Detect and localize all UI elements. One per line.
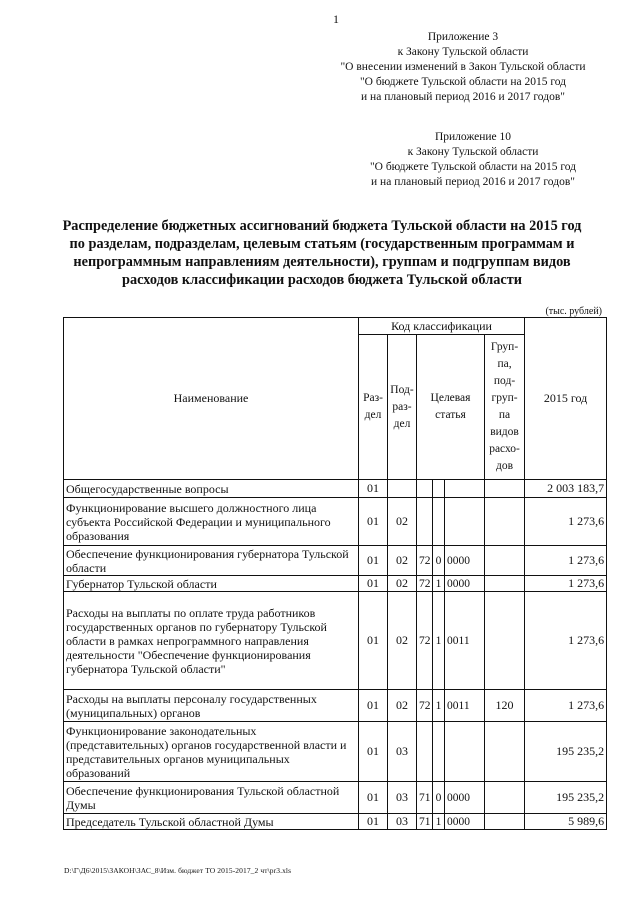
annex-line: "О бюджете Тульской области на 2015 год	[359, 76, 567, 88]
row-name: Губернатор Тульской области	[64, 576, 359, 592]
row-section-code: 01	[359, 814, 388, 830]
row-name: Функционирование высшего должностного лица субъекта Российской Федерации и муниципального образования	[64, 498, 359, 546]
row-subsection-code: 02	[388, 498, 417, 546]
row-name: Председатель Тульской областной Думы	[64, 814, 359, 830]
annex-line: и на плановый период 2016 и 2017 годов"	[361, 91, 565, 103]
row-section-code: 01	[359, 480, 388, 498]
annex-3-header	[338, 30, 588, 105]
row-section-code: 01	[359, 546, 388, 576]
row-target-subprogram	[433, 480, 445, 498]
row-name: Общегосударственные вопросы	[64, 480, 359, 498]
header-year: 2015 год	[525, 318, 607, 480]
title-line: по разделам, подразделам, целевым статьям (государственным программам и	[69, 236, 575, 252]
row-target-direction	[445, 722, 485, 782]
title-line: расходов классификации расходов бюджета Тульской области	[122, 272, 522, 288]
table-row	[64, 592, 607, 690]
table-row	[64, 690, 607, 722]
row-target-program	[417, 498, 433, 546]
header-subsection: Под- раз- дел	[388, 335, 417, 480]
row-amount: 1 273,6	[525, 576, 607, 592]
row-target-direction: 0000	[445, 814, 485, 830]
row-target-subprogram: 1	[433, 690, 445, 722]
title-line: Распределение бюджетных ассигнований бюджета Тульской области на 2015 год	[62, 218, 582, 234]
row-target-direction: 0000	[445, 782, 485, 814]
row-target-subprogram: 0	[433, 782, 445, 814]
row-section-code: 01	[359, 498, 388, 546]
table-row	[64, 498, 607, 546]
row-name: Обеспечение функционирования губернатора Тульской области	[64, 546, 359, 576]
page-number: 1	[333, 12, 339, 26]
row-target-subprogram	[433, 498, 445, 546]
row-section-code: 01	[359, 722, 388, 782]
row-expense-group: 120	[485, 690, 525, 722]
table-row	[64, 782, 607, 814]
row-target-direction	[445, 498, 485, 546]
row-subsection-code: 03	[388, 722, 417, 782]
row-amount: 1 273,6	[525, 690, 607, 722]
table-row	[64, 814, 607, 830]
row-expense-group	[485, 546, 525, 576]
annex-line: "О внесении изменений в Закон Тульской области	[340, 61, 586, 73]
annex-line: Приложение 3	[427, 31, 499, 43]
row-target-subprogram: 1	[433, 814, 445, 830]
annex-line: к Закону Тульской области	[397, 46, 529, 58]
row-expense-group	[485, 782, 525, 814]
row-subsection-code	[388, 480, 417, 498]
row-expense-group	[485, 480, 525, 498]
row-amount: 1 273,6	[525, 498, 607, 546]
annex-line: Приложение 10	[434, 131, 512, 143]
row-amount: 1 273,6	[525, 592, 607, 690]
row-section-code: 01	[359, 592, 388, 690]
annex-line: "О бюджете Тульской области на 2015 год	[369, 161, 577, 173]
row-section-code: 01	[359, 782, 388, 814]
row-target-subprogram: 0	[433, 546, 445, 576]
row-amount: 5 989,6	[525, 814, 607, 830]
row-target-subprogram: 1	[433, 592, 445, 690]
title-line: непрограммным направлениям деятельности), группам и подгруппам видов	[73, 254, 571, 270]
annex-line: и на плановый период 2016 и 2017 годов"	[371, 176, 575, 188]
file-path-footer: D:\Г\Д6\2015\ЗАКОН\ЗАС_8\Изм. бюджет ТО 2015-2017_2 чт\pr3.xls	[64, 866, 292, 875]
row-expense-group	[485, 722, 525, 782]
row-target-direction: 0011	[445, 690, 485, 722]
row-subsection-code: 02	[388, 690, 417, 722]
table-row	[64, 480, 607, 498]
row-target-program: 71	[417, 814, 433, 830]
row-name: Обеспечение функционирования Тульской областной Думы	[64, 782, 359, 814]
row-subsection-code: 02	[388, 592, 417, 690]
row-expense-group	[485, 592, 525, 690]
row-amount: 195 235,2	[525, 782, 607, 814]
annex-line: к Закону Тульской области	[407, 146, 539, 158]
row-target-program	[417, 722, 433, 782]
annex-10-header	[358, 130, 588, 190]
row-name: Расходы на выплаты персоналу государственных (муниципальных) органов	[64, 690, 359, 722]
row-target-direction: 0000	[445, 576, 485, 592]
row-expense-group	[485, 498, 525, 546]
row-subsection-code: 02	[388, 576, 417, 592]
row-target-direction	[445, 480, 485, 498]
table-row	[64, 546, 607, 576]
row-target-program: 72	[417, 592, 433, 690]
row-section-code: 01	[359, 576, 388, 592]
row-target-direction: 0000	[445, 546, 485, 576]
row-amount: 195 235,2	[525, 722, 607, 782]
row-subsection-code: 03	[388, 814, 417, 830]
document-title	[62, 217, 582, 289]
row-target-program: 72	[417, 576, 433, 592]
header-name: Наименование	[64, 318, 359, 480]
row-target-subprogram: 1	[433, 576, 445, 592]
row-target-program: 72	[417, 690, 433, 722]
row-target-program: 71	[417, 782, 433, 814]
row-amount: 1 273,6	[525, 546, 607, 576]
header-expense-group: Груп- па, под- груп- па видов расхо- дов	[485, 335, 525, 480]
row-name: Функционирование законодательных (представительных) органов государственной власти и представительных органов муниципальных образований	[64, 722, 359, 782]
row-expense-group	[485, 576, 525, 592]
table-row	[64, 576, 607, 592]
row-target-subprogram	[433, 722, 445, 782]
row-target-direction: 0011	[445, 592, 485, 690]
budget-table	[63, 317, 607, 830]
units-label: (тыс. рублей)	[545, 306, 602, 317]
table-row	[64, 722, 607, 782]
row-amount: 2 003 183,7	[525, 480, 607, 498]
row-subsection-code: 02	[388, 546, 417, 576]
row-subsection-code: 03	[388, 782, 417, 814]
row-target-program	[417, 480, 433, 498]
row-name: Расходы на выплаты по оплате труда работников государственных органов по губернатору Тульской области в рамках непрограммного направления деятельности "Обеспечение функционирования губернатора Тульской области"	[64, 592, 359, 690]
header-section: Раз- дел	[359, 335, 388, 480]
row-target-program: 72	[417, 546, 433, 576]
header-target-article: Целевая статья	[417, 335, 485, 480]
row-section-code: 01	[359, 690, 388, 722]
header-classification-code: Код классификации	[359, 318, 525, 335]
row-expense-group	[485, 814, 525, 830]
